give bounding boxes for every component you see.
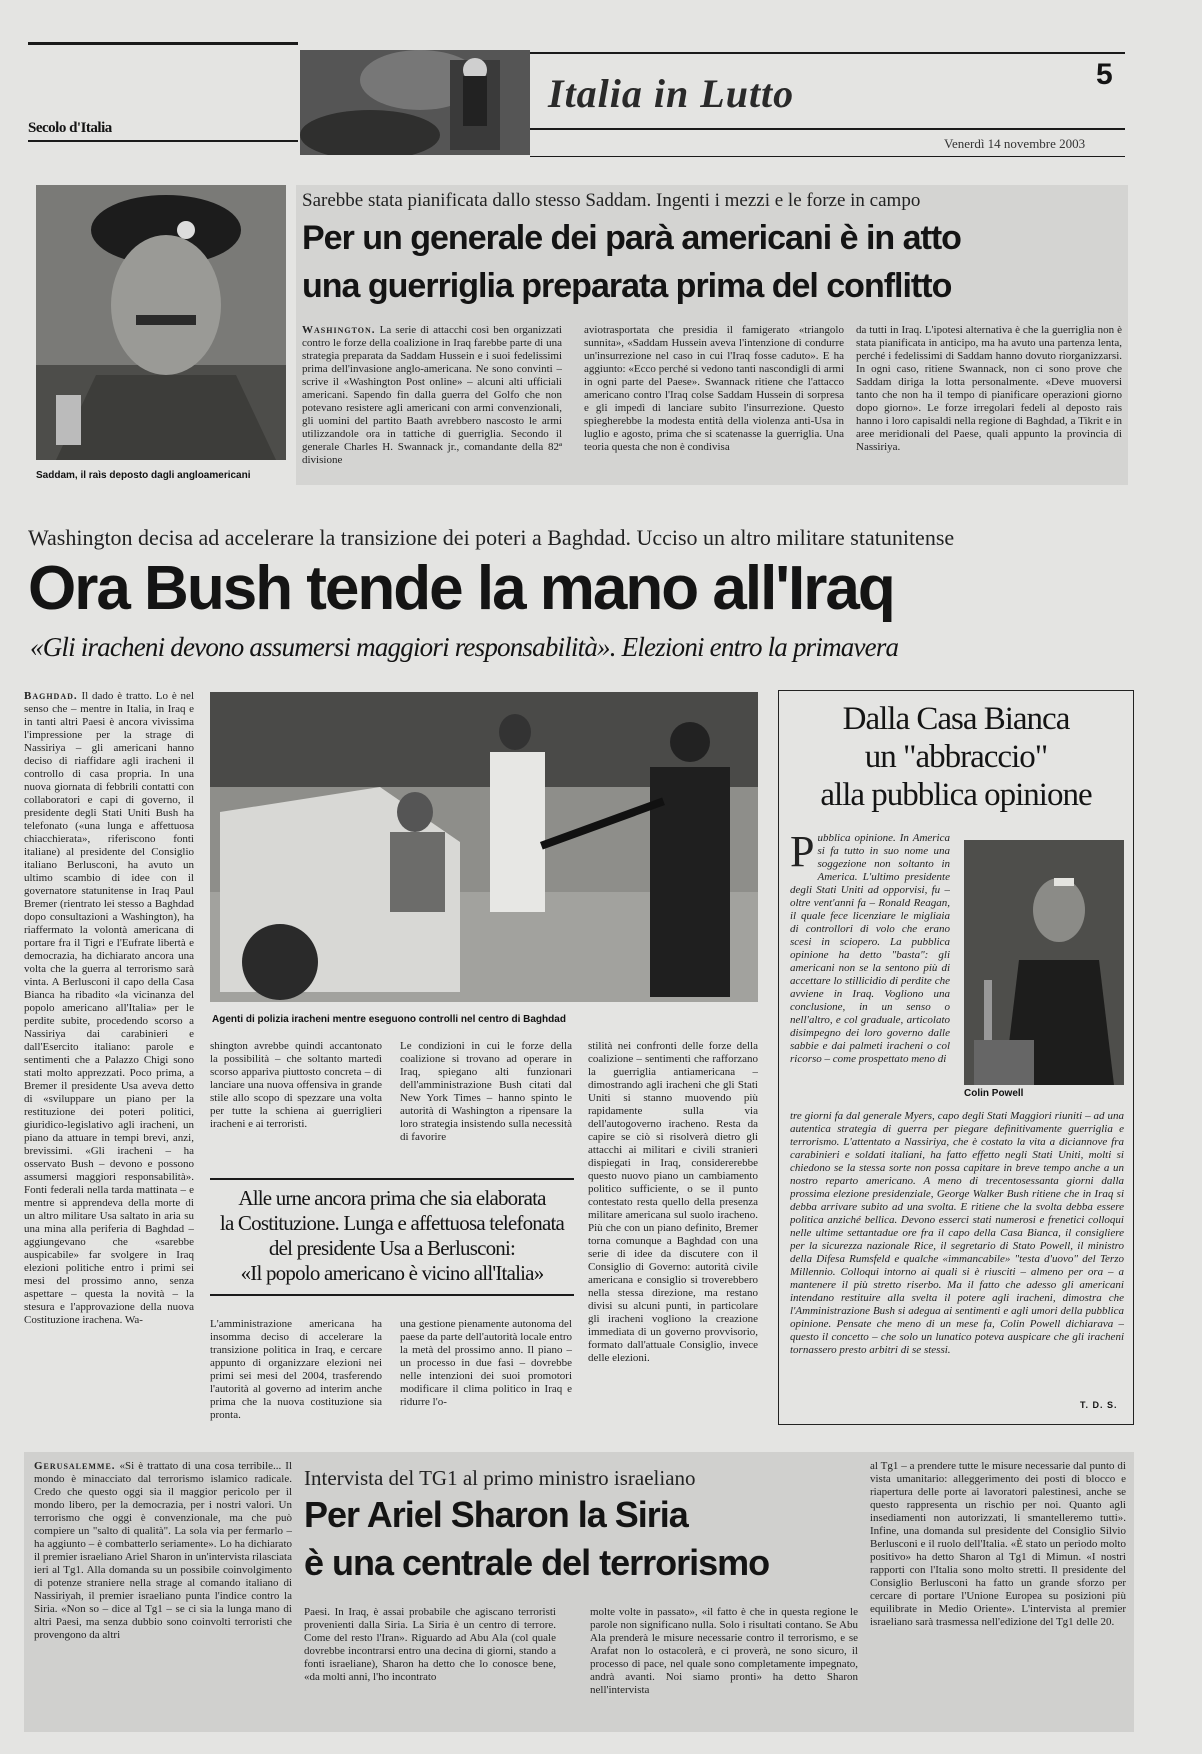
main-story-col-3b: una gestione pienamente autonoma del paese da parte dell'autorità locale entro la metà del prossimo anno. Il piano – un processo in due fasi – dovrebbe nelle intenzioni dei suoi promotori modificare il clima politico in Iraq e ridurre l'o-	[400, 1318, 572, 1408]
sidebar-dropcap: P	[790, 832, 815, 876]
pull-quote-rule-top	[210, 1178, 574, 1180]
sidebar-signature: T. D. S.	[1080, 1400, 1118, 1410]
masthead-rule-under-title	[530, 128, 1125, 130]
main-story-subhead: «Gli iracheni devono assumersi maggiori responsabilità». Elezioni entro la primavera	[30, 632, 899, 662]
bottom-story-dateline: Gerusalemme.	[34, 1460, 116, 1472]
main-story-kicker: Washington decisa ad accelerare la transizione dei poteri a Baghdad. Ucciso un altro militare statunitense	[28, 525, 955, 550]
sidebar-headline-line-3: alla pubblica opinione	[820, 777, 1092, 813]
main-story-col-2b: L'amministrazione americana ha insomma deciso di accelerare la transizione politica in Iraq, e cercare appunto di organizzare elezioni nei primi sei mesi del 2004, trasferendo l'autorità al governo ad interim anche prima che la nuova costituzione sia pronta.	[210, 1318, 382, 1421]
top-story-col-2: aviotrasportata che presidia il famigerato «triangolo sunnita», «Saddam Hussein aveva l'intenzione di condurre un'insurrezione nel caso in cui l'Iraq fosse caduto». E ha aggiunto: «Ecco perché si vedono tanti nascondigli di armi in ogni parte del Paese». Swannack ritiene che l'attacco americano contro l'Iraq colse Saddam Hussein di sorpresa e gli impedì di lanciare subito l'insurrezione. Questo spiegherebbe la modesta entità della violenza anti-Usa in luglio e agosto, prima che si scatenasse la guerriglia. Una teoria questa che non è condivisa	[584, 324, 844, 453]
masthead-photo	[300, 50, 530, 155]
section-title: Italia in Lutto	[548, 71, 795, 116]
main-story-col-4: stilità nei confronti delle forze della coalizione – sentimenti che rafforzano la guerriglia antiamericana – dimostrando agli iracheni che gli Stati Uniti si stanno muovendo più rapidamente sulla via dell'autogoverno iracheno. Resta da capire se ciò si risolverà dietro gli attacchi ai militari e civili stranieri dispiegati in Iraq, considererebbe questo nuovo piano un cambiamento politico sufficiente, o se il punto contestato resta quello della presenza militare americana sul suolo iracheno. Più che con un piano definito, Bremer torna comunque a Baghdad con una serie di idee da discutere con il Consiglio di Governo: autorità civile americana e consiglio si troverebbero nella stessa direzione, ma restano divisi su alcuni punti, in particolare gli iracheni vogliono la creazione immediata di un governo provvisorio, formato dall'attuale Consiglio, invece delle elezioni.	[588, 1040, 758, 1364]
bottom-story-col-2: Paesi. In Iraq, è assai probabile che agiscano terroristi provenienti dalla Siria. La Siria è un centro di terrore. Come del resto l'Iran». Riguardo ad Abu Ala (col quale dovrebbe incontrarsi entro una decina di giorni, stando a fonti israeliane), Sharon ha detto che lo conosce bene, «da molti anni, l'ho incontrato	[304, 1606, 556, 1683]
bottom-story-col-1-text: «Si è trattato di una cosa terribile... Il mondo è minacciato dal terrorismo islamico radicale. Credo che questo oggi sia il maggior pericolo per il mondo libero, per la democrazia, per i nostri valori. Un terrorismo che oggi è convenzionale, ma che può compiere un "salto di qualità". La sola via per fermarlo – ha aggiunto – è combatterlo seriamente». Lo ha dichiarato il premier israeliano Ariel Sharon in un'intervista rilasciata ieri al Tg1. Alla domanda su un possibile coinvolgimento di potenze straniere nella strage al comando italiano di Nassiriyah, il premier israeliano punta l'indice contro la Siria. «Non so – dice al Tg1 – se ci sia la lunga mano di altri Paesi, ma senza dubbio sono coinvolti terroristi che provengono da altri	[34, 1460, 292, 1641]
sidebar-headline-line-1: Dalla Casa Bianca	[842, 701, 1070, 737]
iraqi-police-photo	[210, 692, 758, 1002]
bottom-story-headline-2: è una centrale del terrorismo	[304, 1542, 770, 1583]
top-story-col-1-text: La serie di attacchi così ben organizzati contro le forze della coalizione in Iraq farebbe parte di una strategia preparata da Saddam Hussein e i suoi fedelissimi prima dell'invasione anglo-americana. Ne sono convinti – scrive il «Washington Post online» – alcuni alti ufficiali americani. Sapendo fin dalla guerra del Golfo che non potevano resistere agli americani con armi convenzionali, gli uomini del partito Baath avrebbero nascosto le armi utilizzandole ora in tattiche di guerriglia. Secondo il generale Charles H. Swannack jr., comandante della 82ª divisione	[302, 324, 562, 466]
bottom-story-headline-1: Per Ariel Sharon la Siria	[304, 1494, 688, 1535]
top-story-col-1	[302, 324, 562, 480]
colin-powell-caption: Colin Powell	[964, 1088, 1024, 1099]
main-story-col-2: shington avrebbe quindi accantonato la possibilità – che soltanto martedì scorso appariva piuttosto concreta – di lanciare una nuova offensiva in grande stile allo scopo di spezzare una volta per tutte la schiena ai guerriglieri iracheni e ai terroristi.	[210, 1040, 382, 1130]
bottom-story-col-1	[34, 1460, 292, 1725]
bottom-story-col-4: al Tg1 – a prendere tutte le misure necessarie dal punto di vista umanitario: alleggerimento dei posti di blocco e riapertura delle porte ai lavoratori palestinesi, anche se questo rappresenta un rischio per noi. Quanto agli insediamenti non autorizzati, li smantelleremo tutti». Infine, una domanda sul presidente del Consiglio Silvio Berlusconi e il ruolo dell'Italia. «È stato un periodo molto positivo» ha detto Sharon al Tg1 di Mimun. «I nostri rapporti con l'Italia sono molto stretti. Il presidente del Consiglio Berlusconi ha fatto un grande sforzo per cercare di portare l'Unione Europea su posizioni più equilibrate in Medio Oriente». L'intervista al premier israeliano sarà trasmessa nell'edizione del Tg1 delle 20.	[870, 1460, 1126, 1628]
pull-quote	[210, 1178, 574, 1296]
main-story-col-1	[24, 690, 194, 1430]
main-story-headline: Ora Bush tende la mano all'Iraq	[28, 554, 894, 623]
top-story-headline-1: Per un generale dei parà americani è in atto	[302, 219, 961, 257]
top-story-dateline: Washington.	[302, 324, 376, 336]
iraqi-police-photo-caption: Agenti di polizia iracheni mentre eseguono controlli nel centro di Baghdad	[212, 1014, 566, 1025]
sidebar-lead	[790, 832, 950, 1122]
sidebar-lead-text: ubblica opinione. In America si fa tutto in suo nome una soggezione non soltanto in America. L'ultimo presidente degli Stati Uniti ad opporvisi, fu – oltre vent'anni fa – Ronald Reagan, il quale fece licenziare le migliaia di controllori di volo che erano scesi in sciopero. La pubblica opinione ha detto "basta": gli americani non se la sentono più di accettare lo stillicidio di perdite che avviene in Iraq. Vogliono una conclusione, in un senso o nell'altro, e col graduale, articolato disimpegno dei loro governo dalle sabbie e dai palmeti iracheni o col ricorso – come prospettato meno di	[790, 832, 950, 1065]
masthead-top-rule	[28, 42, 298, 45]
pull-quote-rule-bottom	[210, 1294, 574, 1296]
main-story-dateline: Baghdad.	[24, 690, 78, 702]
pull-quote-line-2: la Costituzione. Lunga e affettuosa telefonata	[219, 1211, 565, 1235]
issue-date: Venerdì 14 novembre 2003	[944, 136, 1086, 151]
saddam-photo-caption: Saddam, il raìs deposto dagli angloamericani	[36, 470, 251, 481]
colin-powell-photo	[964, 840, 1124, 1085]
bottom-story-col-3: molte volte in passato», «il fatto è che in questa regione le parole non significano nulla. Solo i risultati contano. Se Abu Ala prenderà le misure necessarie contro il terrorismo, e se Arafat non lo ostacolerà, e ci proverà, ne sono sicuro, il processo di pace, nel quale sono completamente impegnato, andrà avanti. Noi siamo pronti» ha detto Sharon nell'intervista	[590, 1606, 858, 1696]
main-story-col-3: Le condizioni in cui le forze della coalizione si trovano ad operare in Iraq, spiegano alti funzionari dell'amministrazione Bush citati dal New York Times – hanno spinto le autorità di Washington a ripensare la loro strategia insistendo sulla necessità di favorire	[400, 1040, 572, 1143]
top-story-col-3: da tutti in Iraq. L'ipotesi alternativa è che la guerriglia non è stata pianificata in anticipo, ma ha avuto una partenza lenta, perché i fedelissimi di Saddam hanno dovuto riorganizzarsi. In ogni caso, ritiene Swannack, non ci sono prove che Saddam diriga la lotta personalmente. «Deve muoversi tanto che non ha il tempo di pianificare operazioni giorno dopo giorno». Le forze irregolari fedeli al deposto raìs hanno i loro capisaldi nella regione di Baghdad, a Tikrit e in aree meridionali del Paese, quali appunto la provincia di Nassiriya.	[856, 324, 1122, 453]
masthead-top-rule-right	[530, 52, 1125, 54]
page-number: 5	[1096, 58, 1113, 91]
masthead-rule-left	[28, 140, 298, 142]
pull-quote-line-1: Alle urne ancora prima che sia elaborata	[238, 1186, 546, 1210]
main-story-col-1-text: Il dado è tratto. Lo è nel senso che – mentre in Italia, in Iraq e in tanti altri Paesi è ancora vivissima l'impressione per la strage di Nassiriya – gli americani hanno deciso di riaffidare agli iracheni il controllo di casa propria. In una nuova giornata di febbrili contatti con collaboratori e capi di governo, il presidente degli Stati Uniti Bush ha telefonato («una lunga e affettuosa chiacchierata», riferiscono fonti italiane) al presidente del Consiglio italiano Berlusconi, ha avuto un ultimo scambio di idee con il governatore statunitense in Iraq Paul Bremer (rientrato lei stesso a Baghdad dopo consultazioni a Washington), ha riaffermato la volontà americana di portare fra il Tigri e l'Eufrate libertà e democrazia, ha dichiarato ancora una volta che la guerra al terrorismo sarà vinta. A Berlusconi il capo della Casa Bianca ha ribadito «la vicinanza del popolo americano all'Italia» per le perdite subite, procedendo scorso a Nassiriya dai carabinieri e dall'Esercito italiano: parole e sentimenti che a Palazzo Chigi sono stati molto apprezzati. Poco prima, a Bremer il presidente Usa aveva detto di «sviluppare un piano per la restituzione dei poteri politici, giuridico-legislativo agli iracheni, un piano da attuare in tempi brevi, anzi, brevissimi. «Gli iracheni – ha osservato Bush – devono e possono assumersi maggiori responsabilità». Fonti federali nella tarda mattinata – e mentre si apprendeva della morte di un altro militare Usa saltato in aria su una mina alla periferia di Baghdad – aggiungevano che «sarebbe auspicabile» far svolgere in Iraq elezioni politiche entro i primi sei mesi del prossimo anno, senza aspettare – questa la novità – la stesura e l'approvazione della nuova Costituzione irachena. Wa-	[24, 690, 194, 1326]
top-story-headline-2: una guerriglia preparata prima del conflitto	[302, 267, 952, 305]
pull-quote-line-4: «Il popolo americano è vicino all'Italia»	[240, 1261, 544, 1285]
pull-quote-line-3: del presidente Usa a Berlusconi:	[268, 1236, 516, 1260]
saddam-photo	[36, 185, 286, 460]
top-story-kicker: Sarebbe stata pianificata dallo stesso Saddam. Ingenti i mezzi e le forze in campo	[302, 190, 921, 211]
masthead-rule-bottom	[530, 156, 1125, 157]
sidebar-headline-line-2: un "abbraccio"	[864, 739, 1048, 775]
sidebar-body: tre giorni fa dal generale Myers, capo degli Stati Maggiori riuniti – ad una autentica strategia di guerra per piegare definitivamente guerriglia e terrorismo. L'attentato a Nassiriya, che è costato la vita a diciannove fra carabinieri e soldati italiani, ha fatto effetto negli Stati Uniti, molti si chiedono se la stessa sorte non possa capitare in breve tempo anche a un nostro reparto americano. A meno di trecentosessanta giorni dalla prossima elezione presidenziale, George Walker Bush ritiene che in Iraq si debba arrivare subito ad una svolta. E ritiene che la svolta debba essere politica anziché bellica. Devono esserci stati numerosi e frenetici colloqui nelle ultime settantadue ore fra il capo della Casa Bianca, il consigliere per la sicurezza nazionale Rice, il segretario di Stato Powell, il ministro della Difesa Rumsfeld e qualche «immancabile» "testa d'uovo" del Terzo Millennio. Colloqui intorno ai quali si è riusciti – almeno per ora – a mantenere il più stretto riserbo. Ma il fatto che adesso gli americani intendano restituire alla svelta il potere agli iracheni, dimostra che l'Amministrazione Bush si adegua ai sentimenti e agli umori della pubblica opinione. Pensate che meno di un mese fa, Colin Powell dichiarava – questo il concetto – che solo un lunatico poteva auspicare che gli iracheni tornassero presto arbitri di se stessi.	[790, 1110, 1124, 1356]
sidebar-headline	[780, 700, 1132, 814]
bottom-story-kicker: Intervista del TG1 al primo ministro israeliano	[304, 1466, 696, 1490]
paper-name: Secolo d'Italia	[28, 120, 112, 136]
